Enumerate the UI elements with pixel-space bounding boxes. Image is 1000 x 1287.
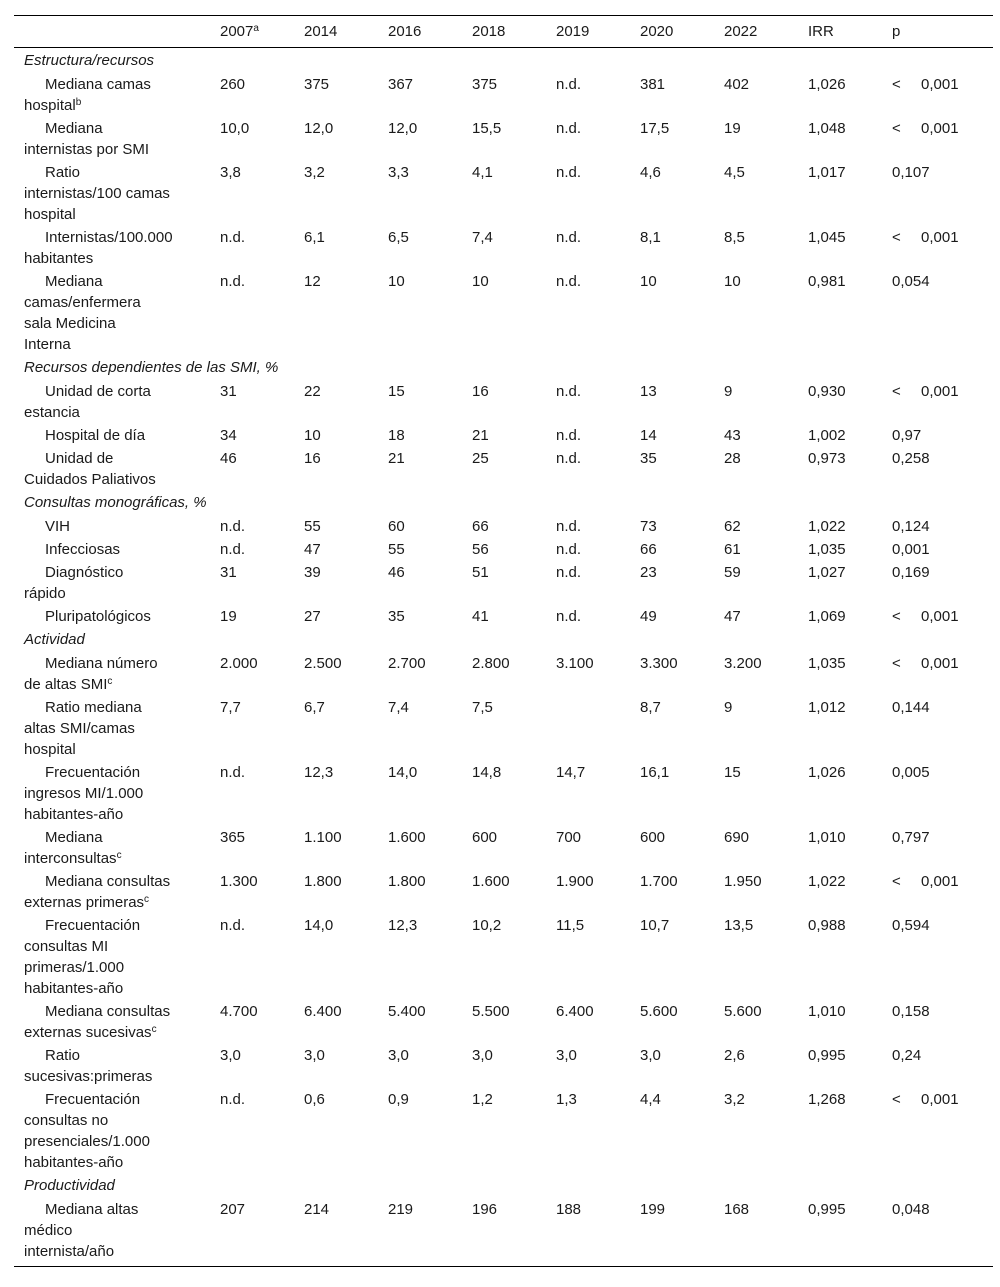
cell-value: 3,0 xyxy=(640,1047,661,1064)
cell-value: 3.200 xyxy=(724,655,762,672)
cell-p-value: 0,054 xyxy=(892,273,930,290)
table-body xyxy=(14,48,993,1267)
cell-value: 5.400 xyxy=(388,1003,426,1020)
cell-value: 0,995 xyxy=(798,1197,882,1267)
table-row xyxy=(14,825,993,869)
cell-value: 1,017 xyxy=(808,164,846,181)
cell-p-value: < 0,001 xyxy=(892,873,959,890)
cell-value: 9 xyxy=(724,699,733,716)
cell-value: 199 xyxy=(630,1197,714,1267)
cell-p-value: < 0,001 xyxy=(892,608,959,625)
cell-p-value: 0,594 xyxy=(892,917,930,934)
table-row xyxy=(14,72,993,116)
cell-value: 3,8 xyxy=(220,164,241,181)
cell-value: 402 xyxy=(724,76,750,93)
cell-value: 381 xyxy=(640,76,666,93)
cell-value: 59 xyxy=(724,564,741,581)
cell-value: 3,0 xyxy=(472,1047,493,1064)
cell-value: 10,7 xyxy=(640,917,670,934)
cell-value: 55 xyxy=(388,541,405,558)
cell-value: 12,0 xyxy=(388,120,418,137)
cell-value: n.d. xyxy=(220,1091,246,1108)
section-header-row xyxy=(14,627,993,651)
cell-p-value: < 0,001 xyxy=(892,655,959,672)
cell-value: n.d. xyxy=(556,564,582,581)
section-header-row xyxy=(14,48,993,73)
cell-value: 14,8 xyxy=(472,764,502,781)
cell-value: 51 xyxy=(472,564,489,581)
less-than-sign: < xyxy=(892,608,901,625)
cell-value: 28 xyxy=(724,450,741,467)
cell-p-value: 0,107 xyxy=(892,164,930,181)
cell-value: 3,0 xyxy=(556,1047,577,1064)
cell-value: 18 xyxy=(388,427,405,444)
cell-value: 21 xyxy=(388,450,405,467)
cell-value: 19 xyxy=(220,608,237,625)
table-row xyxy=(14,514,993,537)
column-header: IRR xyxy=(798,16,882,48)
cell-value: 7,7 xyxy=(220,699,241,716)
row-label: Unidad de Cuidados Paliativos xyxy=(24,450,156,488)
cell-value: n.d. xyxy=(556,608,582,625)
row-label: Infecciosas xyxy=(45,541,121,558)
cell-value: 1,022 xyxy=(808,873,846,890)
table-row xyxy=(14,1043,993,1087)
cell-value: 3,2 xyxy=(724,1091,745,1108)
cell-value: 17,5 xyxy=(640,120,670,137)
cell-value: 1,035 xyxy=(808,541,846,558)
cell-value: 4,4 xyxy=(640,1091,661,1108)
cell-value: 1,045 xyxy=(808,229,846,246)
cell-value: 60 xyxy=(388,518,405,535)
cell-value: 14 xyxy=(640,427,657,444)
cell-value: 19 xyxy=(724,120,741,137)
cell-value xyxy=(546,695,630,760)
cell-value: 6.400 xyxy=(304,1003,342,1020)
cell-value: 66 xyxy=(472,518,489,535)
cell-value: 66 xyxy=(640,541,657,558)
table-row xyxy=(14,1087,993,1173)
row-label: Mediana altas médico internista/año xyxy=(14,1197,210,1267)
cell-value: 62 xyxy=(724,518,741,535)
cell-value: 49 xyxy=(640,608,657,625)
cell-value: 12,3 xyxy=(388,917,418,934)
cell-value: 1.950 xyxy=(724,873,762,890)
table-row xyxy=(14,869,993,913)
table-header xyxy=(14,16,993,48)
cell-p-value: < 0,001 xyxy=(892,1091,959,1108)
table-row xyxy=(14,999,993,1043)
cell-value: 21 xyxy=(472,427,489,444)
cell-value: 23 xyxy=(640,564,657,581)
cell-value: 10,0 xyxy=(220,120,250,137)
cell-value: 10 xyxy=(640,273,657,290)
cell-value: 700 xyxy=(556,829,582,846)
row-label: Mediana internistas por SMI xyxy=(24,120,150,158)
section-title: Recursos dependientes de las SMI, % xyxy=(24,359,279,376)
cell-p-value: 0,258 xyxy=(892,450,930,467)
cell-value: 15,5 xyxy=(472,120,502,137)
cell-value: 16 xyxy=(472,383,489,400)
cell-value: 1.800 xyxy=(388,873,426,890)
cell-value: 365 xyxy=(220,829,246,846)
cell-value: 1,268 xyxy=(808,1091,846,1108)
cell-value: 207 xyxy=(210,1197,294,1267)
cell-value: 2.800 xyxy=(472,655,510,672)
cell-value: 3,0 xyxy=(220,1047,241,1064)
cell-value: 27 xyxy=(304,608,321,625)
cell-value: 1,010 xyxy=(808,829,846,846)
cell-value: 1.600 xyxy=(472,873,510,890)
table-row xyxy=(14,1197,993,1267)
table-row xyxy=(14,446,993,490)
cell-value: 1,022 xyxy=(808,518,846,535)
cell-value: 3,0 xyxy=(304,1047,325,1064)
column-header: 2016 xyxy=(378,16,462,48)
cell-value: 2.000 xyxy=(220,655,258,672)
cell-value: 0,981 xyxy=(808,273,846,290)
cell-value: 0,995 xyxy=(808,1047,846,1064)
cell-value: 9 xyxy=(724,383,733,400)
cell-value: 8,1 xyxy=(640,229,661,246)
cell-value: 10 xyxy=(472,273,489,290)
cell-value: 8,5 xyxy=(724,229,745,246)
cell-value: 1.300 xyxy=(220,873,258,890)
cell-value: 1.800 xyxy=(304,873,342,890)
cell-value: 600 xyxy=(472,829,498,846)
cell-value: 14,7 xyxy=(556,764,586,781)
cell-value: 1,010 xyxy=(808,1003,846,1020)
cell-value: 219 xyxy=(378,1197,462,1267)
cell-value: n.d. xyxy=(556,518,582,535)
cell-value: 1.700 xyxy=(640,873,678,890)
cell-value: 12 xyxy=(304,273,321,290)
cell-value: 14,0 xyxy=(304,917,334,934)
cell-value: 2.500 xyxy=(304,655,342,672)
section-title: Consultas monográficas, % xyxy=(24,494,207,511)
table-row xyxy=(14,225,993,269)
cell-value: 1.100 xyxy=(304,829,342,846)
footnote-marker: a xyxy=(253,23,259,34)
cell-value: 3,2 xyxy=(304,164,325,181)
row-label: Diagnóstico rápido xyxy=(24,564,124,602)
cell-value: 2,6 xyxy=(724,1047,745,1064)
cell-value: 12,0 xyxy=(304,120,334,137)
column-header: p xyxy=(882,16,993,48)
cell-value: 10,2 xyxy=(472,917,502,934)
header-row xyxy=(14,16,993,48)
cell-value: 31 xyxy=(220,564,237,581)
cell-value: 14,0 xyxy=(388,764,418,781)
row-label: Ratio internistas/100 camas hospital xyxy=(24,164,170,223)
cell-p-value: 0,97 xyxy=(892,427,922,444)
cell-value: 22 xyxy=(304,383,321,400)
row-label: Mediana interconsultas$^c$ xyxy=(24,829,122,867)
cell-value: 34 xyxy=(220,427,237,444)
cell-p-value: 0,001 xyxy=(892,541,930,558)
cell-value: 0,6 xyxy=(304,1091,325,1108)
cell-value: 1,026 xyxy=(808,764,846,781)
row-label: Unidad de corta estancia xyxy=(24,383,151,421)
cell-value: n.d. xyxy=(220,917,246,934)
less-than-sign: < xyxy=(892,1091,901,1108)
cell-value: 3.100 xyxy=(556,655,594,672)
cell-value: 1,026 xyxy=(808,76,846,93)
cell-value: 5.500 xyxy=(472,1003,510,1020)
cell-value: n.d. xyxy=(556,541,582,558)
cell-value: n.d. xyxy=(556,120,582,137)
cell-value: 1.600 xyxy=(388,829,426,846)
row-label: Ratio mediana altas SMI/camas hospital xyxy=(24,699,142,758)
cell-value: 7,4 xyxy=(472,229,493,246)
column-header: 2014 xyxy=(294,16,378,48)
footnote-marker: c xyxy=(144,894,150,905)
cell-p-value: 0,005 xyxy=(892,764,930,781)
cell-value: n.d. xyxy=(220,764,246,781)
cell-value: 3,3 xyxy=(388,164,409,181)
cell-value: 43 xyxy=(724,427,741,444)
cell-value: 16 xyxy=(304,450,321,467)
cell-value: n.d. xyxy=(556,164,582,181)
cell-value: 375 xyxy=(304,76,330,93)
cell-value: 73 xyxy=(640,518,657,535)
less-than-sign: < xyxy=(892,655,901,672)
cell-value: n.d. xyxy=(556,450,582,467)
cell-value: 55 xyxy=(304,518,321,535)
cell-value: 4,6 xyxy=(640,164,661,181)
table-row xyxy=(14,760,993,825)
table-row xyxy=(14,379,993,423)
cell-value: n.d. xyxy=(556,383,582,400)
cell-p-value: 0,158 xyxy=(892,1003,930,1020)
cell-value: 35 xyxy=(388,608,405,625)
less-than-sign: < xyxy=(892,229,901,246)
cell-p-value: 0,124 xyxy=(892,518,930,535)
cell-p-value: < 0,001 xyxy=(892,229,959,246)
section-title: Actividad xyxy=(24,631,85,648)
row-label: Mediana camas hospital$^b$ xyxy=(24,76,151,114)
cell-value: n.d. xyxy=(220,541,246,558)
cell-value: 0,930 xyxy=(808,383,846,400)
less-than-sign: < xyxy=(892,873,901,890)
cell-value: n.d. xyxy=(220,273,246,290)
cell-value: 1,3 xyxy=(556,1091,577,1108)
cell-value: 5.600 xyxy=(724,1003,762,1020)
column-header: 2018 xyxy=(462,16,546,48)
footnote-marker: b xyxy=(75,97,82,108)
cell-value: 0,9 xyxy=(388,1091,409,1108)
cell-value: n.d. xyxy=(220,518,246,535)
cell-value: 375 xyxy=(472,76,498,93)
cell-value: 3,0 xyxy=(388,1047,409,1064)
cell-p-value: 0,797 xyxy=(892,829,930,846)
cell-value: 47 xyxy=(304,541,321,558)
table-row xyxy=(14,695,993,760)
cell-value: 1,2 xyxy=(472,1091,493,1108)
less-than-sign: < xyxy=(892,120,901,137)
cell-p-value: 0,144 xyxy=(892,699,930,716)
cell-value: 6.400 xyxy=(556,1003,594,1020)
cell-value: 1,035 xyxy=(808,655,846,672)
footnote-marker: c xyxy=(151,1024,157,1035)
row-label: Internistas/100.000 habitantes xyxy=(24,229,173,267)
cell-value: 188 xyxy=(546,1197,630,1267)
cell-value: 690 xyxy=(724,829,750,846)
cell-value: 3.300 xyxy=(640,655,678,672)
column-header: 2007$^a$ xyxy=(210,16,294,48)
row-label: Mediana camas/enfermera sala Medicina Interna xyxy=(24,273,141,353)
table-row xyxy=(14,423,993,446)
table-row xyxy=(14,651,993,695)
cell-p-value: < 0,001 xyxy=(892,76,959,93)
table-row xyxy=(14,160,993,225)
cell-value: 1,048 xyxy=(808,120,846,137)
footnote-marker: c xyxy=(107,676,113,687)
cell-value: 46 xyxy=(388,564,405,581)
cell-value: 600 xyxy=(640,829,666,846)
cell-p-value: < 0,001 xyxy=(892,120,959,137)
cell-value: 35 xyxy=(640,450,657,467)
cell-value: 56 xyxy=(472,541,489,558)
cell-value: 10 xyxy=(388,273,405,290)
table-row xyxy=(14,116,993,160)
cell-value: 7,4 xyxy=(388,699,409,716)
cell-value: n.d. xyxy=(556,76,582,93)
cell-value: 31 xyxy=(220,383,237,400)
row-label: Mediana número de altas SMI$^c$ xyxy=(24,655,158,693)
cell-value: 260 xyxy=(220,76,246,93)
cell-value: n.d. xyxy=(556,229,582,246)
row-label: Mediana consultas externas primeras$^c$ xyxy=(24,873,171,911)
cell-value: 1,069 xyxy=(808,608,846,625)
table-row xyxy=(14,537,993,560)
cell-value: 25 xyxy=(472,450,489,467)
cell-value: n.d. xyxy=(556,427,582,444)
cell-value: 61 xyxy=(724,541,741,558)
cell-value: 41 xyxy=(472,608,489,625)
column-header: 2020 xyxy=(630,16,714,48)
footnote-marker: c xyxy=(116,850,122,861)
row-label: Hospital de día xyxy=(45,427,146,444)
cell-value: 15 xyxy=(388,383,405,400)
section-header-row xyxy=(14,490,993,514)
cell-value: 1.900 xyxy=(556,873,594,890)
cell-value: 13,5 xyxy=(724,917,754,934)
section-header-row xyxy=(14,355,993,379)
cell-value: 12,3 xyxy=(304,764,334,781)
cell-value: 47 xyxy=(724,608,741,625)
cell-value: 214 xyxy=(294,1197,378,1267)
cell-value: 168 xyxy=(714,1197,798,1267)
cell-value: 1,027 xyxy=(808,564,846,581)
row-label: Frecuentación consultas MI primeras/1.000 habitantes-año xyxy=(24,917,141,997)
table-row xyxy=(14,604,993,627)
cell-value: 5.600 xyxy=(640,1003,678,1020)
cell-value: 4,1 xyxy=(472,164,493,181)
cell-p-value: 0,048 xyxy=(882,1197,993,1267)
section-header-row xyxy=(14,1173,993,1197)
row-label: Pluripatológicos xyxy=(45,608,151,625)
cell-value: 0,988 xyxy=(808,917,846,934)
cell-value: 6,7 xyxy=(304,699,325,716)
column-header xyxy=(14,16,210,48)
cell-value: 7,5 xyxy=(472,699,493,716)
cell-p-value: 0,169 xyxy=(892,564,930,581)
less-than-sign: < xyxy=(892,383,901,400)
cell-value: 13 xyxy=(640,383,657,400)
cell-value: 6,5 xyxy=(388,229,409,246)
column-header: 2019 xyxy=(546,16,630,48)
column-header: 2022 xyxy=(714,16,798,48)
less-than-sign: < xyxy=(892,76,901,93)
cell-value: 1,002 xyxy=(808,427,846,444)
cell-value: 46 xyxy=(220,450,237,467)
cell-value: 15 xyxy=(724,764,741,781)
cell-value: 4,5 xyxy=(724,164,745,181)
cell-value: 2.700 xyxy=(388,655,426,672)
cell-value: 10 xyxy=(304,427,321,444)
row-label: Mediana consultas externas sucesivas$^c$ xyxy=(24,1003,171,1041)
cell-value: 11,5 xyxy=(556,917,585,934)
cell-value: 16,1 xyxy=(640,764,670,781)
row-label: Ratio sucesivas:primeras xyxy=(24,1047,153,1085)
data-table xyxy=(14,15,993,1267)
cell-value: n.d. xyxy=(556,273,582,290)
cell-p-value: 0,24 xyxy=(892,1047,922,1064)
cell-value: 4.700 xyxy=(220,1003,258,1020)
cell-value: n.d. xyxy=(220,229,246,246)
section-title: Estructura/recursos xyxy=(24,52,155,69)
row-label: VIH xyxy=(45,518,71,535)
cell-value: 367 xyxy=(388,76,414,93)
row-label: Frecuentación ingresos MI/1.000 habitantes-año xyxy=(24,764,144,823)
cell-value: 0,973 xyxy=(808,450,846,467)
cell-value: 196 xyxy=(462,1197,546,1267)
cell-value: 39 xyxy=(304,564,321,581)
section-title: Productividad xyxy=(24,1177,115,1194)
cell-value: 6,1 xyxy=(304,229,325,246)
table-row xyxy=(14,560,993,604)
cell-value: 8,7 xyxy=(640,699,661,716)
cell-p-value: < 0,001 xyxy=(892,383,959,400)
cell-value: 1,012 xyxy=(808,699,846,716)
table-row xyxy=(14,269,993,355)
row-label: Frecuentación consultas no presenciales/1.000 habitantes-año xyxy=(24,1091,150,1171)
cell-value: 10 xyxy=(724,273,741,290)
table-row xyxy=(14,913,993,999)
